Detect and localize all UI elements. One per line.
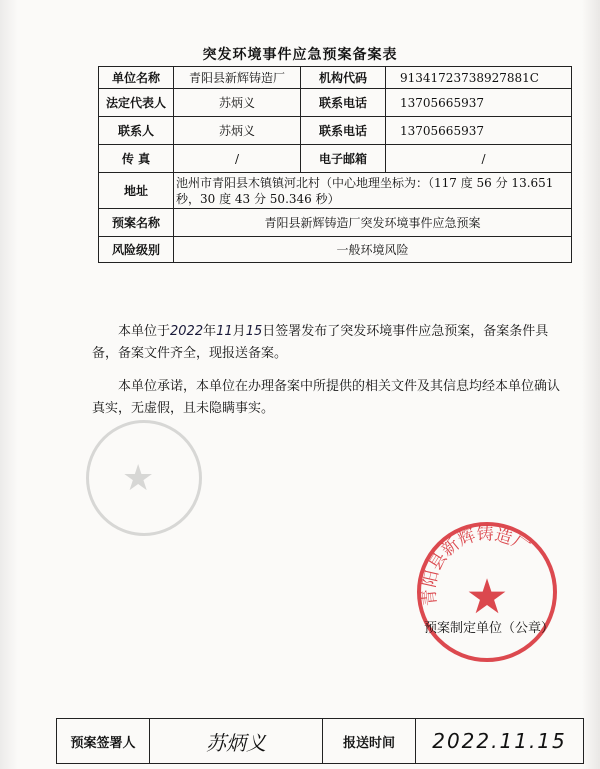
statement-paragraph-1 [92,321,564,365]
handwritten-month: 11 [216,324,233,339]
risk-level-label: 风险级别 [99,237,174,263]
p1-year-unit: 年 [203,324,217,339]
phone1-label: 联系电话 [301,89,386,117]
table-row [99,237,572,263]
footer-table [56,718,584,764]
signer-label: 预案签署人 [57,719,150,764]
table-row [99,67,572,89]
table-row [99,145,572,173]
submit-time-label: 报送时间 [323,719,416,764]
unit-name-label: 单位名称 [99,67,174,89]
document-title: 突发环境事件应急预案备案表 [202,47,398,63]
unit-name-value: 青阳县新辉铸造厂 [174,67,301,89]
org-code-value: 91341723738927881C [386,67,572,89]
phone2-value: 13705665937 [386,117,572,145]
email-value: / [386,145,572,173]
statement-paragraph-2: 本单位承诺，本单位在办理备案中所提供的相关文件及其信息均经本单位确认真实，无虚假，且未隐瞒事实。 [92,379,561,416]
phone1-value: 13705665937 [386,89,572,117]
official-seal-icon [412,517,562,667]
table-row [99,173,572,209]
submit-time-cell [416,719,584,764]
table-row [99,209,572,237]
seal-text: 青阳县新辉铸造厂 [419,524,533,607]
handwritten-year: 2022 [170,324,204,339]
risk-level-value: 一般环境风险 [174,237,572,263]
table-row [99,117,572,145]
fax-label: 传 真 [99,145,174,173]
email-label: 电子邮箱 [301,145,386,173]
address-label: 地址 [99,173,174,209]
p1-suffix: 日签署发布了突发环境事件应急预案，备案条件具备，备案文件齐全，现报送备案。 [92,324,549,361]
faint-star-icon: ★ [122,458,155,499]
handwritten-day: 15 [245,324,263,339]
legal-rep-label: 法定代表人 [99,89,174,117]
table-row [99,89,572,117]
fax-value: / [174,145,301,173]
legal-rep-value: 苏炳义 [174,89,301,117]
contact-value: 苏炳义 [174,117,301,145]
signer-signature-cell [150,719,323,764]
handwritten-signature: 苏炳义 [206,730,266,755]
address-value: 池州市青阳县木镇镇河北村（中心地理坐标为：（117 度 56 分 13.651 秒，30 度 43 分 50.346 秒） [174,173,572,209]
plan-name-value: 青阳县新辉铸造厂突发环境事件应急预案 [174,209,572,237]
plan-name-label: 预案名称 [99,209,174,237]
contact-label: 联系人 [99,117,174,145]
svg-text:★: ★ [465,569,509,625]
org-code-label: 机构代码 [301,67,386,89]
handwritten-submit-date: 2022.11.15 [432,729,567,753]
signing-unit-label: 预案制定单位（公章） [424,621,555,636]
info-table [98,66,572,263]
p1-month-unit: 月 [232,324,246,339]
phone2-label: 联系电话 [301,117,386,145]
p1-prefix: 本单位于 [118,324,171,339]
